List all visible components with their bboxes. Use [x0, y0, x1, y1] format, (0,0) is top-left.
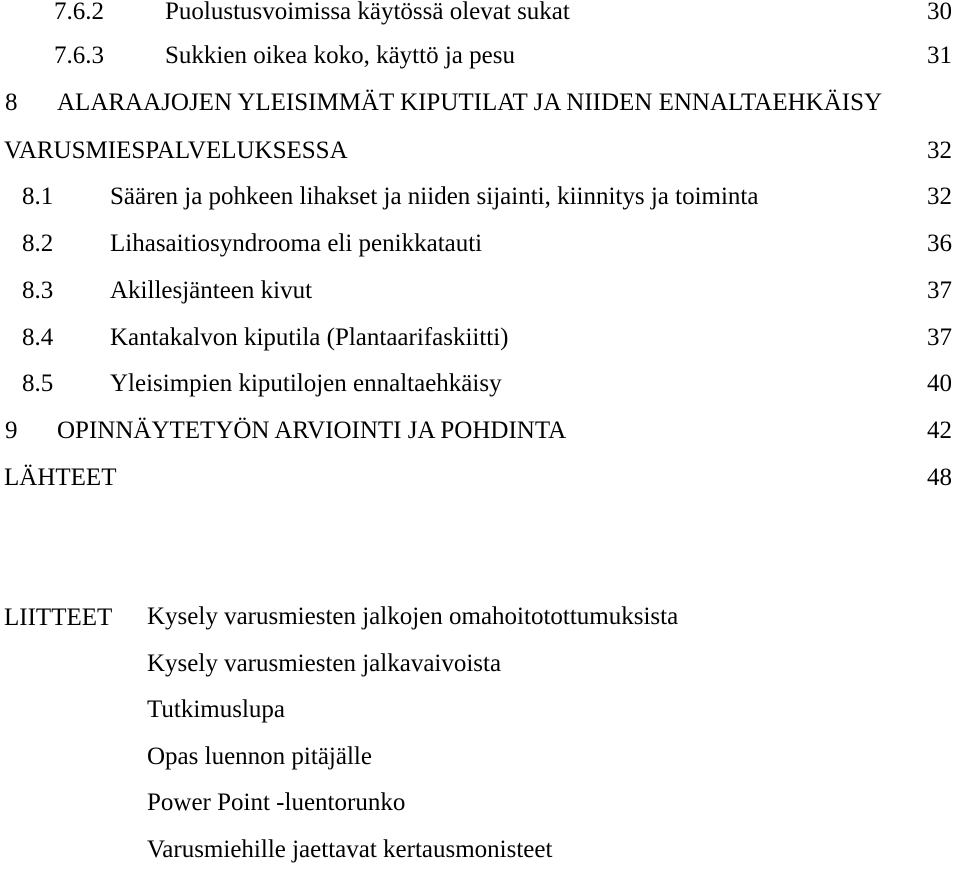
toc-entry-number: 7.6.3: [54, 32, 104, 80]
toc-entry-title: Lihasaitiosyndrooma eli penikkatauti: [110, 220, 482, 268]
toc-entry-page: 30: [927, 0, 952, 36]
toc-entry-page: 40: [927, 360, 952, 408]
toc-entry-8-1: [0, 173, 960, 221]
toc-entry-8-4: [0, 314, 960, 362]
toc-entry-page: 37: [927, 314, 952, 362]
toc-entry-title: OPINNÄYTETYÖN ARVIOINTI JA POHDINTA: [57, 407, 566, 455]
toc-entry-title: Akillesjänteen kivut: [110, 267, 312, 315]
toc-entry-title: VARUSMIESPALVELUKSESSA: [4, 127, 348, 175]
toc-entry-8-5: [0, 360, 960, 408]
appendices-list: [147, 594, 678, 873]
toc-entry-7-6-2: [0, 0, 960, 36]
toc-entry-title: Yleisimpien kiputilojen ennaltaehkäisy: [110, 360, 502, 408]
toc-entry-title: Puolustusvoimissa käytössä olevat sukat: [165, 0, 570, 36]
toc-entry-title: Kantakalvon kiputila (Plantaarifaskiitti): [110, 314, 509, 362]
toc-entry-number: 8.2: [22, 220, 53, 268]
toc-entry-8-continued: [0, 127, 960, 175]
appendix-item: Tutkimuslupa: [147, 687, 678, 734]
toc-entry-9: [0, 407, 960, 455]
toc-entry-8-2: [0, 220, 960, 268]
toc-entry-number: 8.1: [22, 173, 53, 221]
toc-entry-title: Sukkien oikea koko, käyttö ja pesu: [165, 32, 515, 80]
toc-entry-number: 8.4: [22, 314, 53, 362]
toc-entry-references: [0, 454, 960, 502]
toc-entry-page: 37: [927, 267, 952, 315]
appendix-item: Varusmiehille jaettavat kertausmonisteet: [147, 827, 678, 873]
toc-entry-8-3: [0, 267, 960, 315]
toc-entry-title: Säären ja pohkeen lihakset ja niiden sijainti, kiinnitys ja toiminta: [110, 173, 758, 221]
toc-entry-page: 32: [927, 127, 952, 175]
toc-entry-title: ALARAAJOJEN YLEISIMMÄT KIPUTILAT JA NIIDEN ENNALTAEHKÄISY: [57, 79, 882, 127]
toc-entry-page: 32: [927, 173, 952, 221]
toc-entry-number: 9: [5, 407, 18, 455]
appendix-item: Kysely varusmiesten jalkavaivoista: [147, 641, 678, 688]
toc-entry-7-6-3: [0, 32, 960, 80]
toc-entry-number: 8.3: [22, 267, 53, 315]
toc-entry-page: 31: [927, 32, 952, 80]
toc-entry-number: 7.6.2: [54, 0, 104, 36]
toc-entry-number: 8.5: [22, 360, 53, 408]
toc-entry-title: LÄHTEET: [4, 454, 116, 502]
toc-entry-8: [0, 79, 960, 127]
toc-entry-number: 8: [5, 79, 18, 127]
appendix-item: Kysely varusmiesten jalkojen omahoitotottumuksista: [147, 594, 678, 641]
toc-entry-page: 42: [927, 407, 952, 455]
toc-entry-page: 36: [927, 220, 952, 268]
appendix-item: Power Point -luentorunko: [147, 780, 678, 827]
appendices-label: LIITTEET: [4, 594, 112, 642]
appendix-item: Opas luennon pitäjälle: [147, 734, 678, 781]
toc-entry-page: 48: [927, 454, 952, 502]
